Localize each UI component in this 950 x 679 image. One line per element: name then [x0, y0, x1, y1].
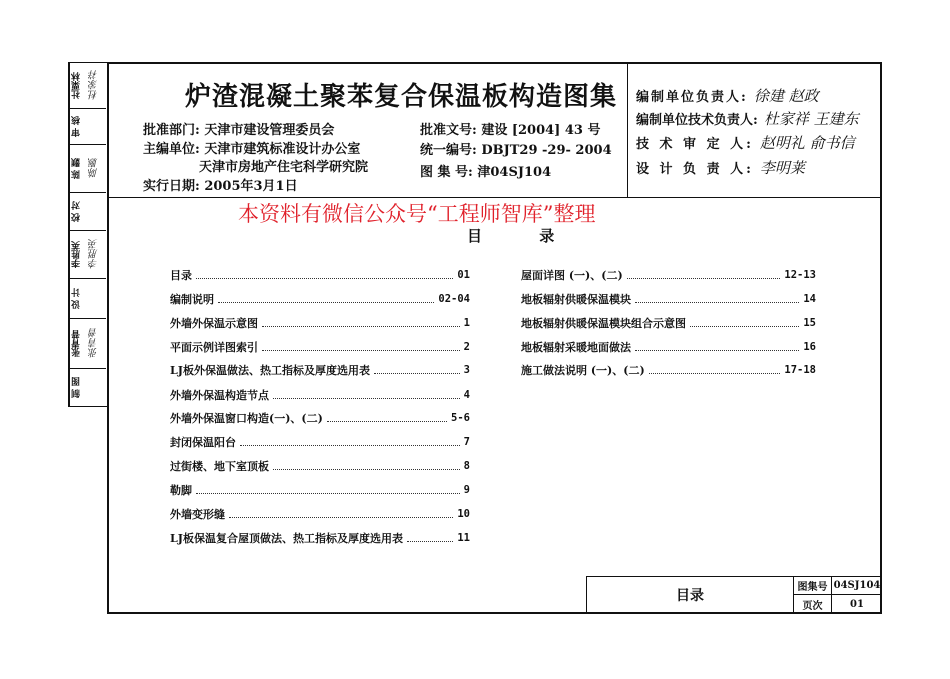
responsible-role: 技 术 审 定 人:: [636, 137, 754, 152]
sidebar-signature: [85, 279, 105, 318]
sidebar-label: 设 计: [69, 279, 83, 318]
toc-entry-page: 12-13: [784, 269, 816, 281]
sidebar-label: 社粟林: [69, 63, 83, 108]
toc-entry-page: 8: [463, 460, 470, 472]
header-vertical-divider: [627, 62, 628, 197]
toc-entry-label: 勒脚: [170, 484, 192, 497]
toc-entry-label: 外墙变形缝: [170, 508, 225, 521]
sidebar-signature: 张青普: [89, 328, 100, 359]
toc-entry-page: 10: [457, 508, 470, 520]
toc-entry[interactable]: [170, 457, 470, 475]
responsible-row: [636, 132, 855, 153]
toc-entry[interactable]: [170, 266, 470, 284]
sidebar-signature: 李胜英: [89, 239, 100, 270]
document-title: 炉渣混凝土聚苯复合保温板构造图集: [185, 82, 618, 112]
toc-entry-label: LJ板外保温做法、热工指标及厚度选用表: [170, 364, 370, 377]
toc-leader-dots: [635, 296, 799, 303]
toc-entry-page: 7: [463, 436, 470, 448]
toc-entry-label: 地板辐射供暖保温模块组合示意图: [521, 317, 686, 330]
signature: 李明莱: [759, 159, 805, 177]
toc-entry-label: 目录: [170, 269, 192, 282]
toc-entry[interactable]: [521, 361, 816, 379]
toc-entry-page: 2: [463, 341, 470, 353]
toc-entry[interactable]: [170, 386, 470, 404]
atlas-number-value: 04SJ104: [832, 577, 882, 595]
toc-entry-page: 11: [457, 532, 470, 544]
toc-leader-dots: [273, 392, 460, 399]
toc-entry-label: 编制说明: [170, 293, 214, 306]
sidebar-cell: [69, 231, 106, 279]
page-number-value: 01: [850, 598, 864, 610]
sidebar-label: 陈 颢: [69, 145, 83, 192]
toc-leader-dots: [627, 272, 781, 279]
sidebar-cell: [69, 145, 106, 193]
toc-entry[interactable]: [170, 529, 470, 547]
approval-number: 批准文号: 建设 [2004] 43 号: [420, 123, 601, 138]
toc-entry-label: 地板辐射供暖保温模块: [521, 293, 631, 306]
toc-entry-page: 16: [803, 341, 816, 353]
sidebar-signature: 杜家祥: [89, 70, 100, 101]
title-block-grid: [793, 577, 882, 613]
toc-entry[interactable]: [170, 409, 470, 427]
toc-title: 目 录: [467, 227, 581, 245]
toc-entry[interactable]: [170, 290, 470, 308]
responsible-role: 编制单位技术负责人:: [636, 113, 758, 128]
sidebar-signature: [85, 109, 105, 144]
toc-leader-dots: [229, 511, 453, 518]
toc-entry-page: 15: [803, 317, 816, 329]
toc-entry-page: 17-18: [784, 364, 816, 376]
responsible-row: [636, 85, 819, 106]
sidebar-signature: [85, 193, 105, 230]
sidebar-cell: [69, 369, 106, 406]
toc-entry-label: 屋面详图 (一)、(二): [521, 269, 623, 282]
toc-entry[interactable]: [170, 338, 470, 356]
toc-entry-label: 施工做法说明 (一)、(二): [521, 364, 645, 377]
toc-entry-page: 14: [803, 293, 816, 305]
toc-entry[interactable]: [170, 433, 470, 451]
toc-leader-dots: [690, 320, 799, 327]
sidebar-label: 校 对: [69, 193, 83, 230]
toc-entry-label: 外墙外保温示意图: [170, 317, 258, 330]
title-block: [586, 576, 882, 614]
approval-department: 批准部门: 天津市建设管理委员会: [143, 123, 335, 138]
toc-entry-label: LJ板保温复合屋顶做法、热工指标及厚度选用表: [170, 532, 403, 545]
toc-entry[interactable]: [521, 314, 816, 332]
toc-entry-label: 封闭保温阳台: [170, 436, 236, 449]
toc-entry-page: 5-6: [451, 412, 470, 424]
toc-leader-dots: [240, 439, 460, 446]
sidebar-cell: [69, 319, 106, 369]
sidebar-cell: [69, 63, 106, 109]
sidebar-cell: [69, 193, 106, 231]
toc-leader-dots: [218, 296, 434, 303]
signature: 赵明礼 俞书信: [759, 134, 855, 152]
toc-entry[interactable]: [170, 361, 470, 379]
toc-entry[interactable]: [521, 266, 816, 284]
toc-leader-dots: [327, 415, 447, 422]
toc-entry[interactable]: [170, 505, 470, 523]
chief-editor-unit: 主编单位: 天津市建筑标准设计办公室: [143, 142, 361, 157]
toc-entry-page: 9: [463, 484, 470, 496]
sidebar-cell: [69, 109, 106, 145]
toc-entry-page: 3: [463, 364, 470, 376]
responsible-role: 设 计 负 责 人:: [636, 162, 754, 177]
page-number-label: 页次: [794, 595, 832, 613]
toc-entry-label: 地板辐射采暖地面做法: [521, 341, 631, 354]
toc-leader-dots: [407, 535, 453, 542]
toc-leader-dots: [635, 344, 799, 351]
toc-leader-dots: [196, 487, 460, 494]
toc-entry[interactable]: [170, 481, 470, 499]
toc-entry-page: 02-04: [438, 293, 470, 305]
watermark-text: 本资料有微信公众号“工程师智库”整理: [238, 202, 596, 226]
toc-leader-dots: [262, 320, 460, 327]
toc-leader-dots: [649, 367, 781, 374]
unified-number: 统一编号: DBJT29 -29- 2004: [420, 143, 612, 158]
responsible-role: 编制单位负责人:: [636, 90, 748, 105]
signature: 徐建 赵政: [753, 87, 819, 105]
toc-entry[interactable]: [521, 290, 816, 308]
toc-entry-page: 01: [457, 269, 470, 281]
toc-entry-label: 外墙外保温构造节点: [170, 389, 269, 402]
sidebar-cell: [69, 279, 106, 319]
toc-entry-page: 1: [463, 317, 470, 329]
title-block-name: 目录: [676, 588, 704, 604]
toc-leader-dots: [262, 344, 460, 351]
responsible-row: [636, 108, 859, 129]
signature: 杜家祥 王建东: [763, 110, 859, 128]
sidebar-label: 制 图: [69, 369, 83, 406]
sidebar-signature: [85, 369, 105, 406]
toc-leader-dots: [374, 367, 460, 374]
co-editor-unit: 天津市房地产住宅科学研究院: [199, 160, 369, 175]
sidebar-label: 审 核: [69, 109, 83, 144]
toc-entry[interactable]: [170, 314, 470, 332]
sidebar-signature: 陈颢: [89, 158, 100, 179]
responsible-row: [636, 157, 805, 178]
atlas-number: 图 集 号: 津04SJ104: [420, 165, 552, 180]
toc-leader-dots: [273, 463, 460, 470]
toc-entry-page: 4: [463, 389, 470, 401]
signature-sidebar: [68, 62, 107, 407]
toc-entry-label: 外墙外保温窗口构造(一)、(二): [170, 412, 323, 425]
toc-entry-label: 过街楼、地下室顶板: [170, 460, 269, 473]
atlas-number-label: 图集号: [794, 577, 832, 595]
effective-date: 实行日期: 2005年3月1日: [143, 179, 298, 194]
sidebar-label: 李胜英: [69, 231, 83, 278]
toc-leader-dots: [196, 272, 453, 279]
toc-entry-label: 平面示例详图索引: [170, 341, 258, 354]
toc-entry[interactable]: [521, 338, 816, 356]
sidebar-label: 张青普: [69, 319, 83, 368]
